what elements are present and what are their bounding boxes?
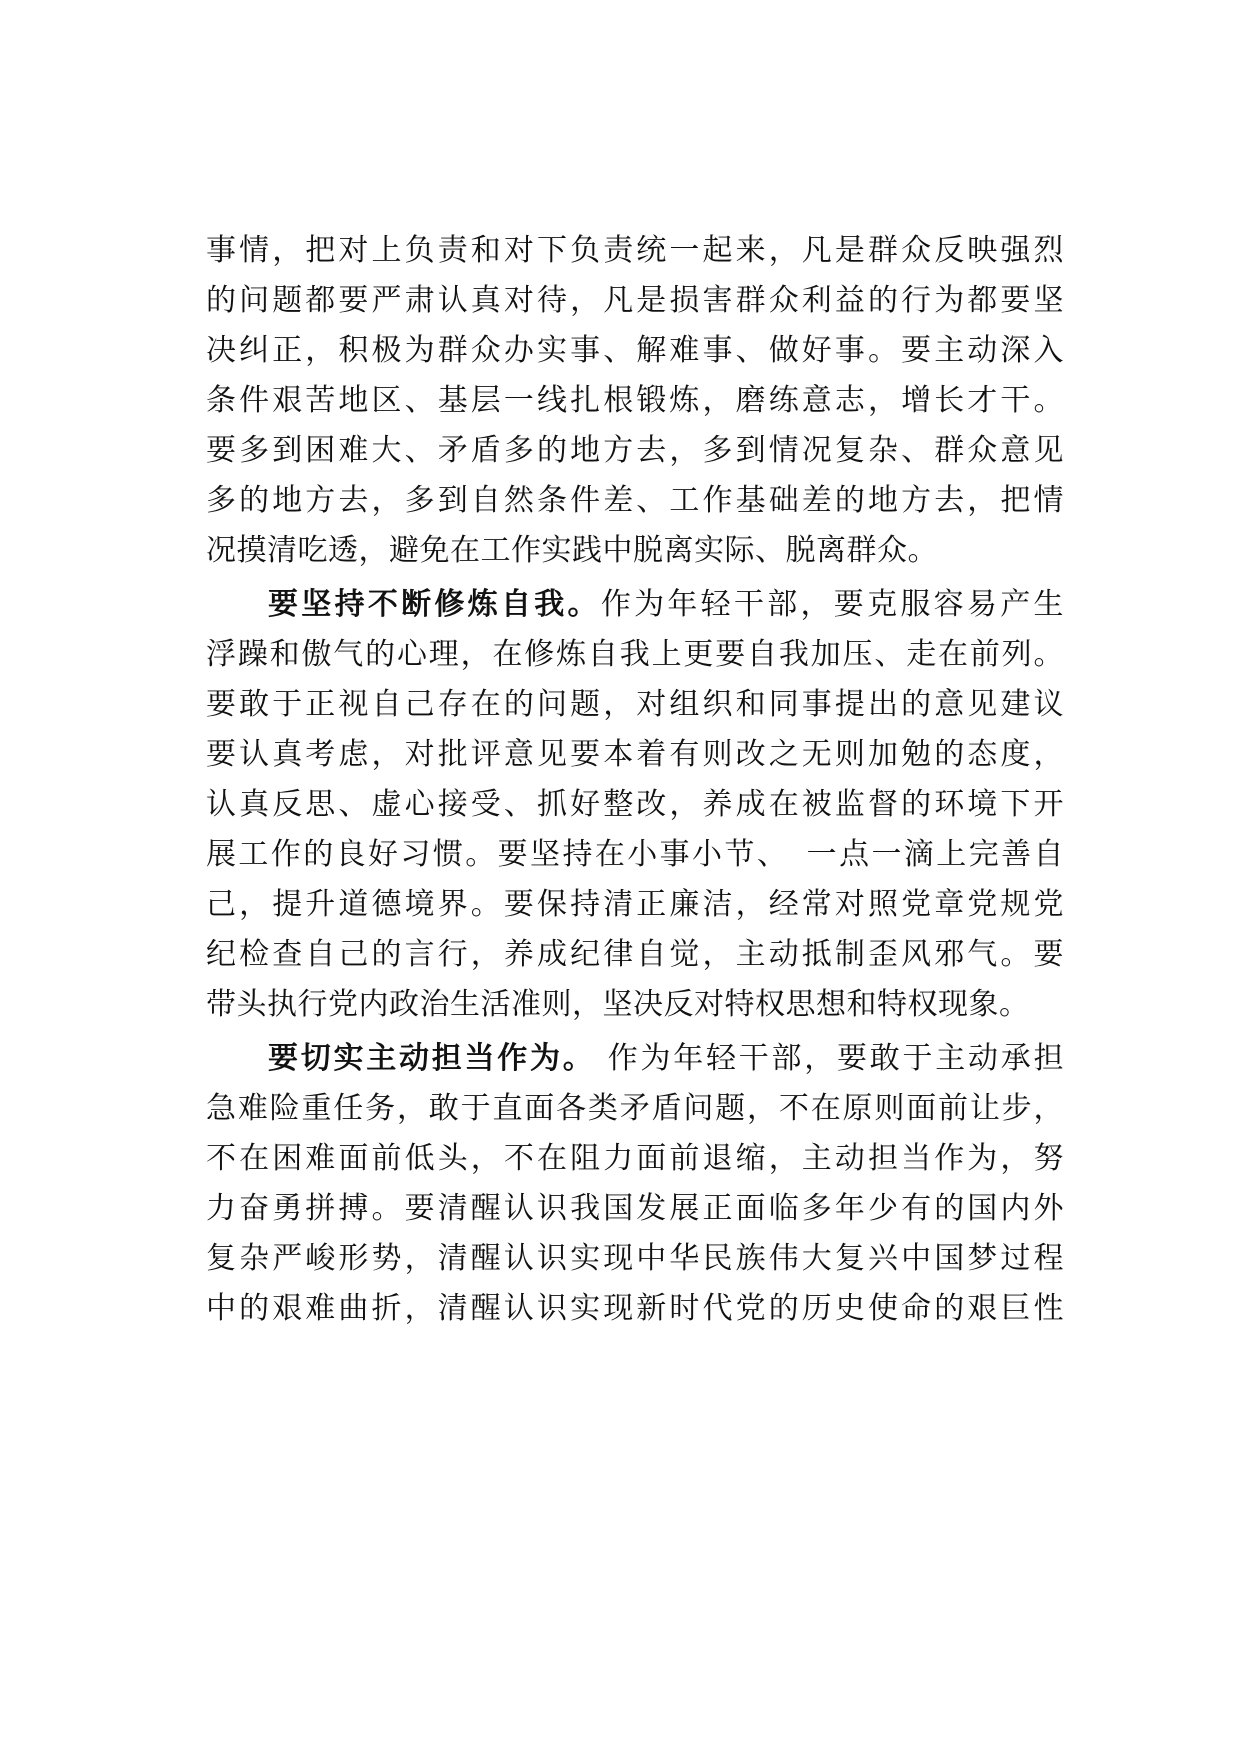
text-line: 决纠正，积极为群众办实事、解难事、做好事。要主动深入 bbox=[206, 333, 1064, 368]
text-line: 的问题都要严肃认真对待，凡是损害群众利益的行为都要坚 bbox=[206, 283, 1064, 318]
paragraph-3 bbox=[206, 1034, 1064, 1334]
text-line: 况摸清吃透，避免在工作实践中脱离实际、脱离群众。 bbox=[206, 533, 938, 568]
text-line: 浮躁和傲气的心理，在修炼自我上更要自我加压、走在前列。 bbox=[206, 637, 1064, 672]
paragraph-1 bbox=[206, 226, 1064, 576]
text-line: 展工作的良好习惯。要坚持在小事小节、 一点一滴上完善自 bbox=[206, 837, 1064, 872]
paragraph-heading: 要坚持不断修炼自我。 bbox=[268, 587, 601, 622]
text-line: 不在困难面前低头，不在阻力面前退缩，主动担当作为，努 bbox=[206, 1141, 1064, 1176]
text-line: 多的地方去，多到自然条件差、工作基础差的地方去，把情 bbox=[206, 483, 1064, 518]
text-line-first bbox=[206, 1034, 1064, 1084]
text-line-first bbox=[206, 580, 1064, 630]
text-line: 要认真考虑，对批评意见要本着有则改之无则加勉的态度， bbox=[206, 737, 1064, 772]
text-line: 条件艰苦地区、基层一线扎根锻炼，磨练意志，增长才干。 bbox=[206, 383, 1064, 418]
text-line: 要多到困难大、矛盾多的地方去，多到情况复杂、群众意见 bbox=[206, 433, 1064, 468]
text-span: 作为年轻干部，要克服容易产生 bbox=[600, 587, 1065, 622]
document-body bbox=[206, 226, 1064, 1334]
paragraph-heading: 要切实主动担当作为。 bbox=[268, 1041, 596, 1076]
text-line: 急难险重任务，敢于直面各类矛盾问题，不在原则面前让步， bbox=[206, 1091, 1064, 1126]
text-line: 力奋勇拼搏。要清醒认识我国发展正面临多年少有的国内外 bbox=[206, 1191, 1064, 1226]
text-line: 要敢于正视自己存在的问题，对组织和同事提出的意见建议 bbox=[206, 687, 1064, 722]
text-line: 己，提升道德境界。要保持清正廉洁，经常对照党章党规党 bbox=[206, 887, 1064, 922]
text-line: 中的艰难曲折，清醒认识实现新时代党的历史使命的艰巨性 bbox=[206, 1291, 1064, 1326]
text-line: 复杂严峻形势，清醒认识实现中华民族伟大复兴中国梦过程 bbox=[206, 1241, 1064, 1276]
text-span: 作为年轻干部，要敢于主动承担 bbox=[595, 1041, 1064, 1076]
text-line: 带头执行党内政治生活准则，坚决反对特权思想和特权现象。 bbox=[206, 987, 1030, 1022]
paragraph-2 bbox=[206, 580, 1064, 1030]
text-line: 纪检查自己的言行，养成纪律自觉，主动抵制歪风邪气。要 bbox=[206, 937, 1064, 972]
text-line: 事情，把对上负责和对下负责统一起来，凡是群众反映强烈 bbox=[206, 233, 1064, 268]
text-line: 认真反思、虚心接受、抓好整改，养成在被监督的环境下开 bbox=[206, 787, 1064, 822]
